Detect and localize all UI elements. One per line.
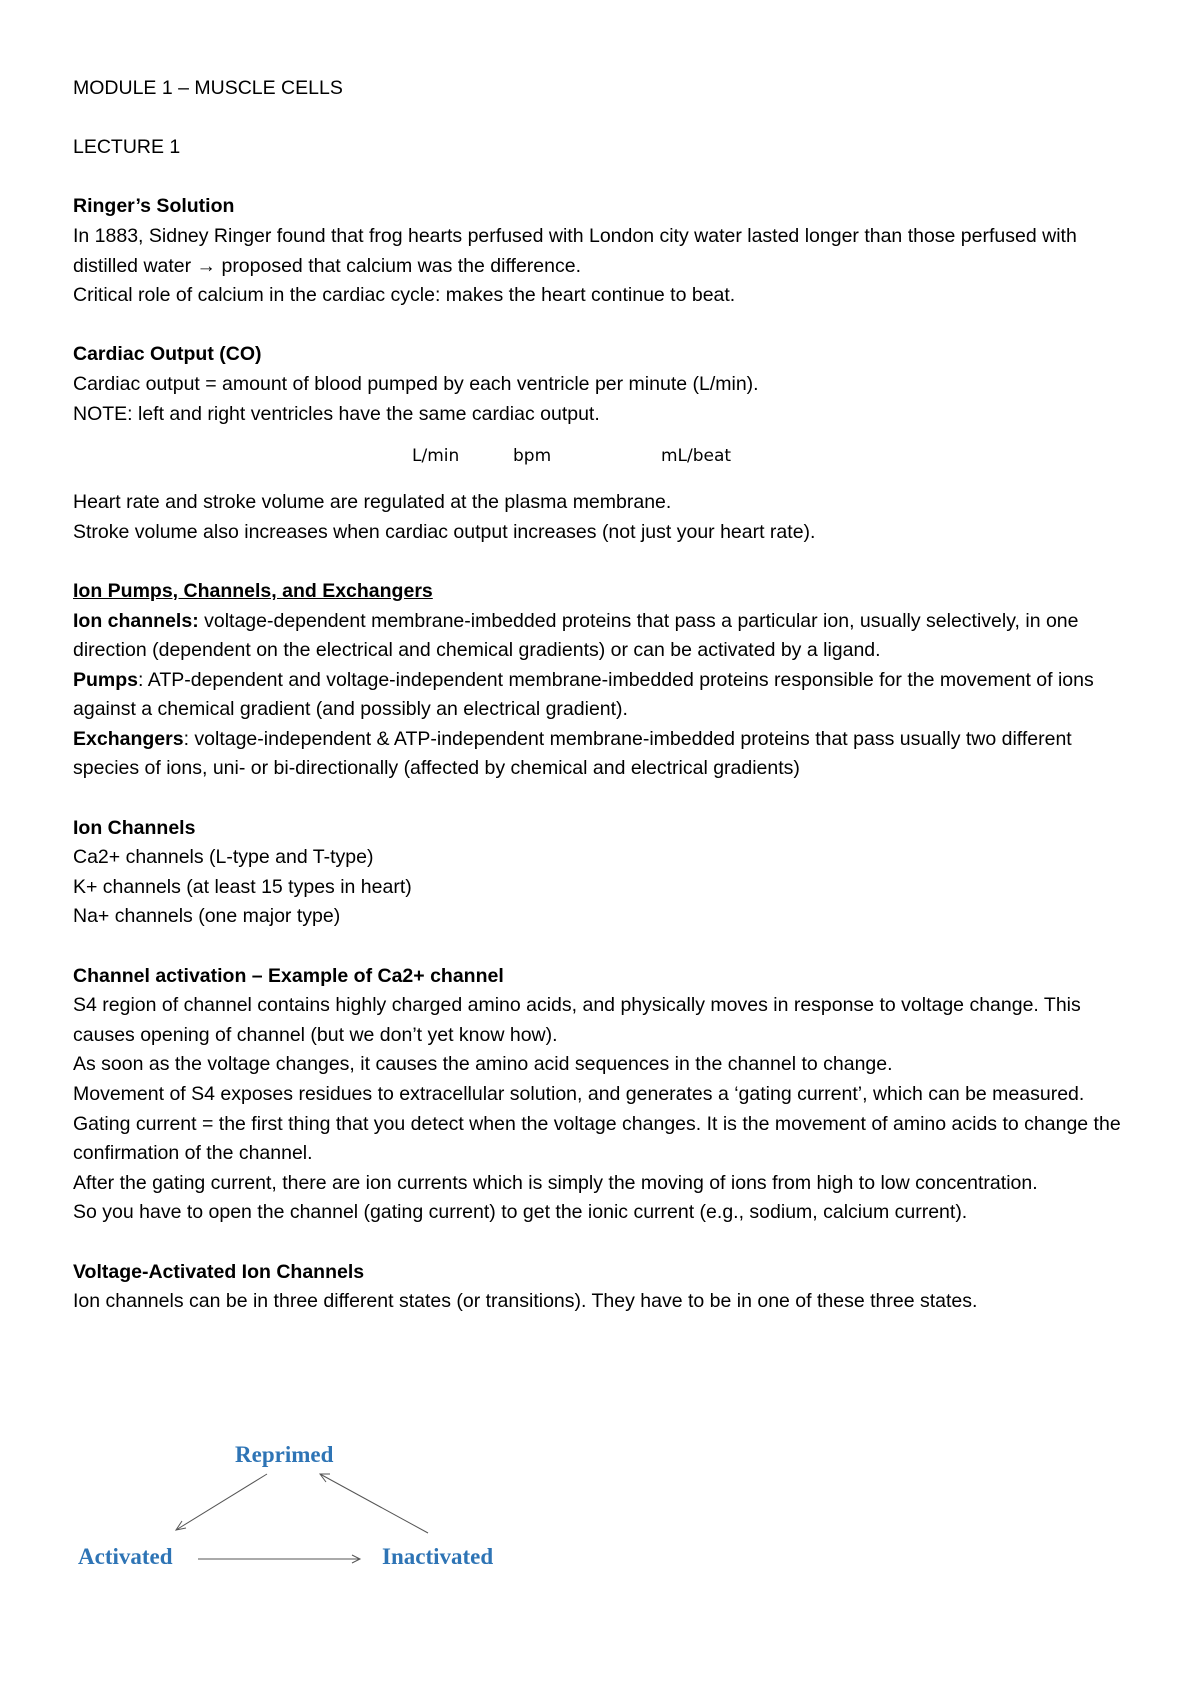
voltage-heading: Voltage-Activated Ion Channels	[73, 1260, 365, 1283]
arrowhead-activated	[176, 1521, 186, 1530]
state-activated: Activated	[78, 1544, 173, 1569]
cardiac-output-after-2: Stroke volume also increases when cardiac output increases (not just your heart rate).	[73, 520, 816, 543]
pumps-heading: Ion Pumps, Channels, and Exchangers	[73, 579, 433, 602]
activation-line-4: Gating current = the first thing that you detect when the voltage changes. It is the movement of amino acids to change the confirmation of the channel.	[73, 1112, 1121, 1165]
module-title: MODULE 1 – MUSCLE CELLS	[73, 77, 343, 99]
formula-unit-lmin: L/min	[412, 446, 460, 467]
lecture-title: LECTURE 1	[73, 136, 181, 159]
cardiac-output-formula	[73, 429, 1133, 488]
cardiac-output-line-1: Cardiac output = amount of blood pumped by each ventricle per minute (L/min).	[73, 372, 759, 395]
ion-channels-line-2: K+ channels (at least 15 types in heart)	[73, 875, 412, 898]
ringer-line-2: Critical role of calcium in the cardiac cycle: makes the heart continue to beat.	[73, 284, 736, 307]
arrow-reprimed-to-activated	[176, 1474, 267, 1530]
pumps-text: : voltage-independent & ATP-independent membrane-imbedded proteins that pass usually two different species of ions, uni- or bi-directionally (affected by chemical and electrical gradients)	[73, 727, 1072, 780]
cardiac-output-heading: Cardiac Output (CO)	[73, 343, 262, 366]
pumps-term: Ion channels:	[73, 609, 199, 632]
pumps-item-pumps	[73, 666, 1133, 725]
activation-line-1: S4 region of channel contains highly charged amino acids, and physically moves in response to voltage change. This causes opening of channel (but we don’t yet know how).	[73, 994, 1081, 1046]
pumps-term: Pumps	[73, 668, 139, 691]
pumps-term: Exchangers	[73, 727, 184, 750]
ringer-heading: Ringer’s Solution	[73, 195, 235, 218]
state-reprimed: Reprimed	[235, 1442, 334, 1467]
arrowhead-reprimed	[320, 1474, 330, 1482]
activation-line-2: As soon as the voltage changes, it causes the amino acid sequences in the channel to change.	[73, 1053, 893, 1076]
activation-line-3: Movement of S4 exposes residues to extracellular solution, and generates a ‘gating current’, which can be measured.	[73, 1083, 1085, 1105]
channel-states-diagram	[70, 1436, 530, 1576]
cardiac-output-line-2: NOTE: left and right ventricles have the same cardiac output.	[73, 402, 600, 425]
ion-channels-heading: Ion Channels	[73, 816, 196, 839]
pumps-item-exchangers	[73, 725, 1133, 784]
ion-channels-line-1: Ca2+ channels (L-type and T-type)	[73, 846, 374, 869]
voltage-line: Ion channels can be in three different states (or transitions). They have to be in one of these three states.	[73, 1290, 978, 1313]
document-body	[73, 74, 1133, 1317]
cardiac-output-after-1: Heart rate and stroke volume are regulated at the plasma membrane.	[73, 491, 672, 514]
ion-channels-line-3: Na+ channels (one major type)	[73, 905, 341, 928]
ringer-line-1: In 1883, Sidney Ringer found that frog hearts perfused with London city water lasted longer than those perfused with distilled water → proposed that calcium was the difference.	[73, 224, 1077, 277]
activation-heading: Channel activation – Example of Ca2+ channel	[73, 964, 504, 987]
pumps-text: : ATP-dependent and voltage-independent membrane-imbedded proteins responsible for the movement of ions against a chemical gradient (and possibly an electrical gradient).	[73, 668, 1094, 721]
formula-unit-bpm: bpm	[513, 446, 552, 467]
state-inactivated: Inactivated	[382, 1544, 494, 1569]
pumps-text: voltage-dependent membrane-imbedded proteins that pass a particular ion, usually selectively, in one direction (dependent on the electrical and chemical gradients) or can be activated by a ligand.	[73, 609, 1079, 662]
pumps-item-ion-channels	[73, 607, 1133, 666]
formula-unit-mlbeat: mL/beat	[661, 446, 732, 467]
arrow-inactivated-to-reprimed	[320, 1474, 428, 1533]
activation-line-5: After the gating current, there are ion currents which is simply the moving of ions from high to low concentration.	[73, 1171, 1038, 1194]
activation-line-6: So you have to open the channel (gating current) to get the ionic current (e.g., sodium, calcium current).	[73, 1201, 968, 1224]
